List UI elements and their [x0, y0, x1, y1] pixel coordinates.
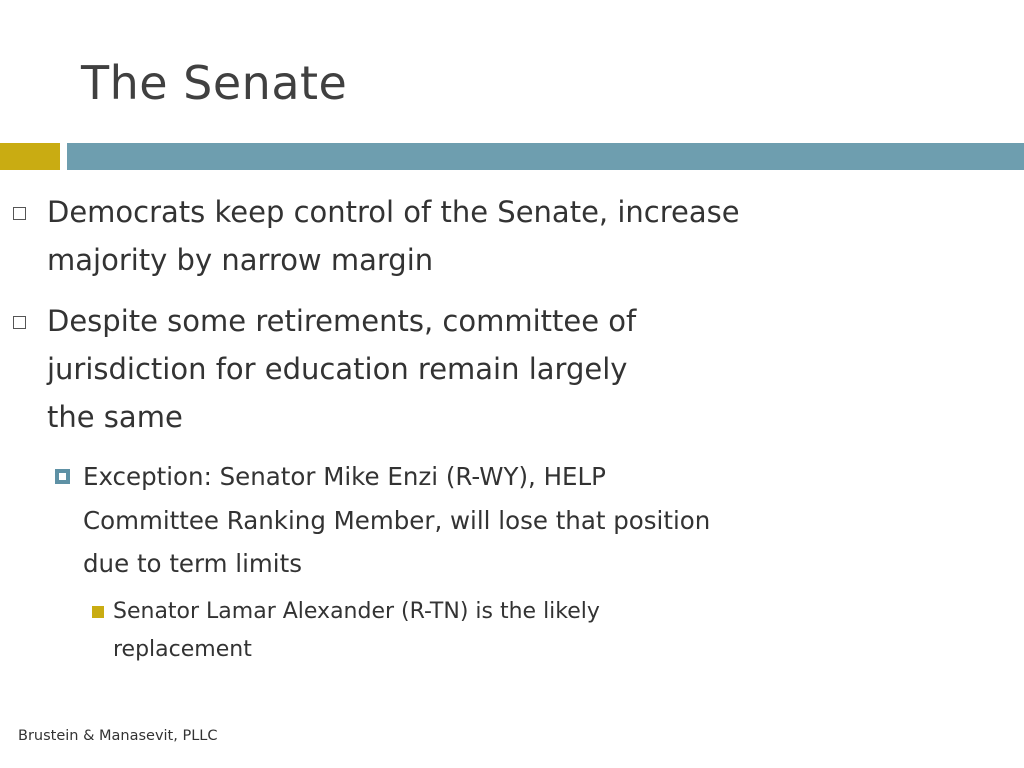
- bullet-line: replacement: [113, 637, 252, 662]
- bullet-line: the same: [47, 400, 183, 434]
- accent-bar-teal: [67, 143, 1024, 170]
- bullet-line: Despite some retirements, committee of: [47, 304, 637, 338]
- bullet-item: [47, 297, 837, 441]
- bullet-line: Exception: Senator Mike Enzi (R-WY), HELP: [83, 462, 606, 491]
- sub-bullet-item: [83, 455, 843, 586]
- bullet-line: majority by narrow margin: [47, 243, 434, 277]
- bullet-line: Democrats keep control of the Senate, increase: [47, 195, 740, 229]
- bullet-line: due to term limits: [83, 549, 302, 578]
- square-small-bullet-icon: [92, 606, 104, 618]
- sub-sub-bullet-item: [113, 593, 813, 669]
- bullet-line: Committee Ranking Member, will lose that position: [83, 505, 711, 535]
- bullet-line: Senator Lamar Alexander (R-TN) is the likely: [113, 599, 600, 624]
- footer-company: Brustein & Manasevit, PLLC: [18, 728, 218, 744]
- square-filled-bullet-icon: [55, 469, 70, 484]
- bullet-line: jurisdiction for education remain largely: [47, 352, 628, 386]
- square-outline-bullet-icon: [13, 207, 26, 220]
- square-outline-bullet-icon: [13, 316, 26, 329]
- bullet-item: [47, 188, 837, 284]
- slide-title: The Senate: [81, 56, 348, 110]
- accent-bar-gold: [0, 143, 60, 170]
